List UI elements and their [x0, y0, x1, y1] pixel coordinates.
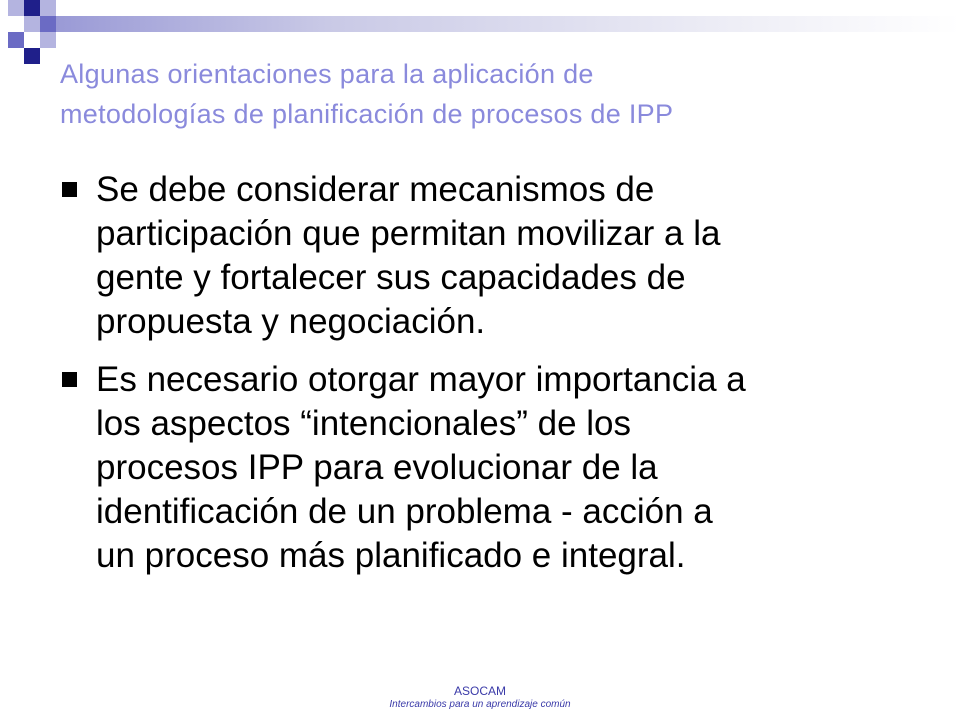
footer-organization: ASOCAM — [453, 684, 506, 698]
corner-square — [40, 32, 56, 48]
bullet-line: participación que permitan movilizar a la — [96, 214, 721, 253]
bullet-item — [58, 358, 918, 578]
square-bullet-icon — [62, 372, 77, 387]
slide-title-line: metodologías de planificación de procesos de IPP — [60, 99, 674, 129]
slide-footer — [0, 684, 960, 711]
bullet-line: un proceso más planificado e integral. — [96, 536, 686, 575]
square-bullet-icon — [62, 182, 77, 197]
bullet-line: Se debe considerar mecanismos de — [96, 170, 655, 209]
corner-square — [24, 0, 40, 16]
slide-title — [60, 54, 930, 134]
footer-tagline: Intercambios para un aprendizaje común — [389, 699, 571, 710]
bullet-text — [96, 168, 918, 344]
slide-title-line: Algunas orientaciones para la aplicación de — [60, 59, 594, 89]
corner-square — [40, 16, 56, 32]
bullet-text — [96, 358, 918, 578]
bullet-item — [58, 168, 918, 344]
corner-square — [40, 0, 56, 16]
corner-square — [24, 16, 40, 32]
bullet-line: gente y fortalecer sus capacidades de — [96, 258, 686, 297]
corner-square — [8, 0, 24, 16]
bullet-line: los aspectos “intencionales” de los — [96, 404, 632, 443]
bullet-line: procesos IPP para evolucionar de la — [96, 448, 658, 487]
bullet-line: identificación de un problema - acción a — [96, 492, 713, 531]
corner-square — [24, 48, 40, 64]
bullet-line: propuesta y negociación. — [96, 302, 486, 341]
bullet-list — [58, 168, 918, 592]
corner-square — [8, 32, 24, 48]
header-gradient-bar — [56, 16, 960, 32]
bullet-line: Es necesario otorgar mayor importancia a — [96, 360, 746, 399]
